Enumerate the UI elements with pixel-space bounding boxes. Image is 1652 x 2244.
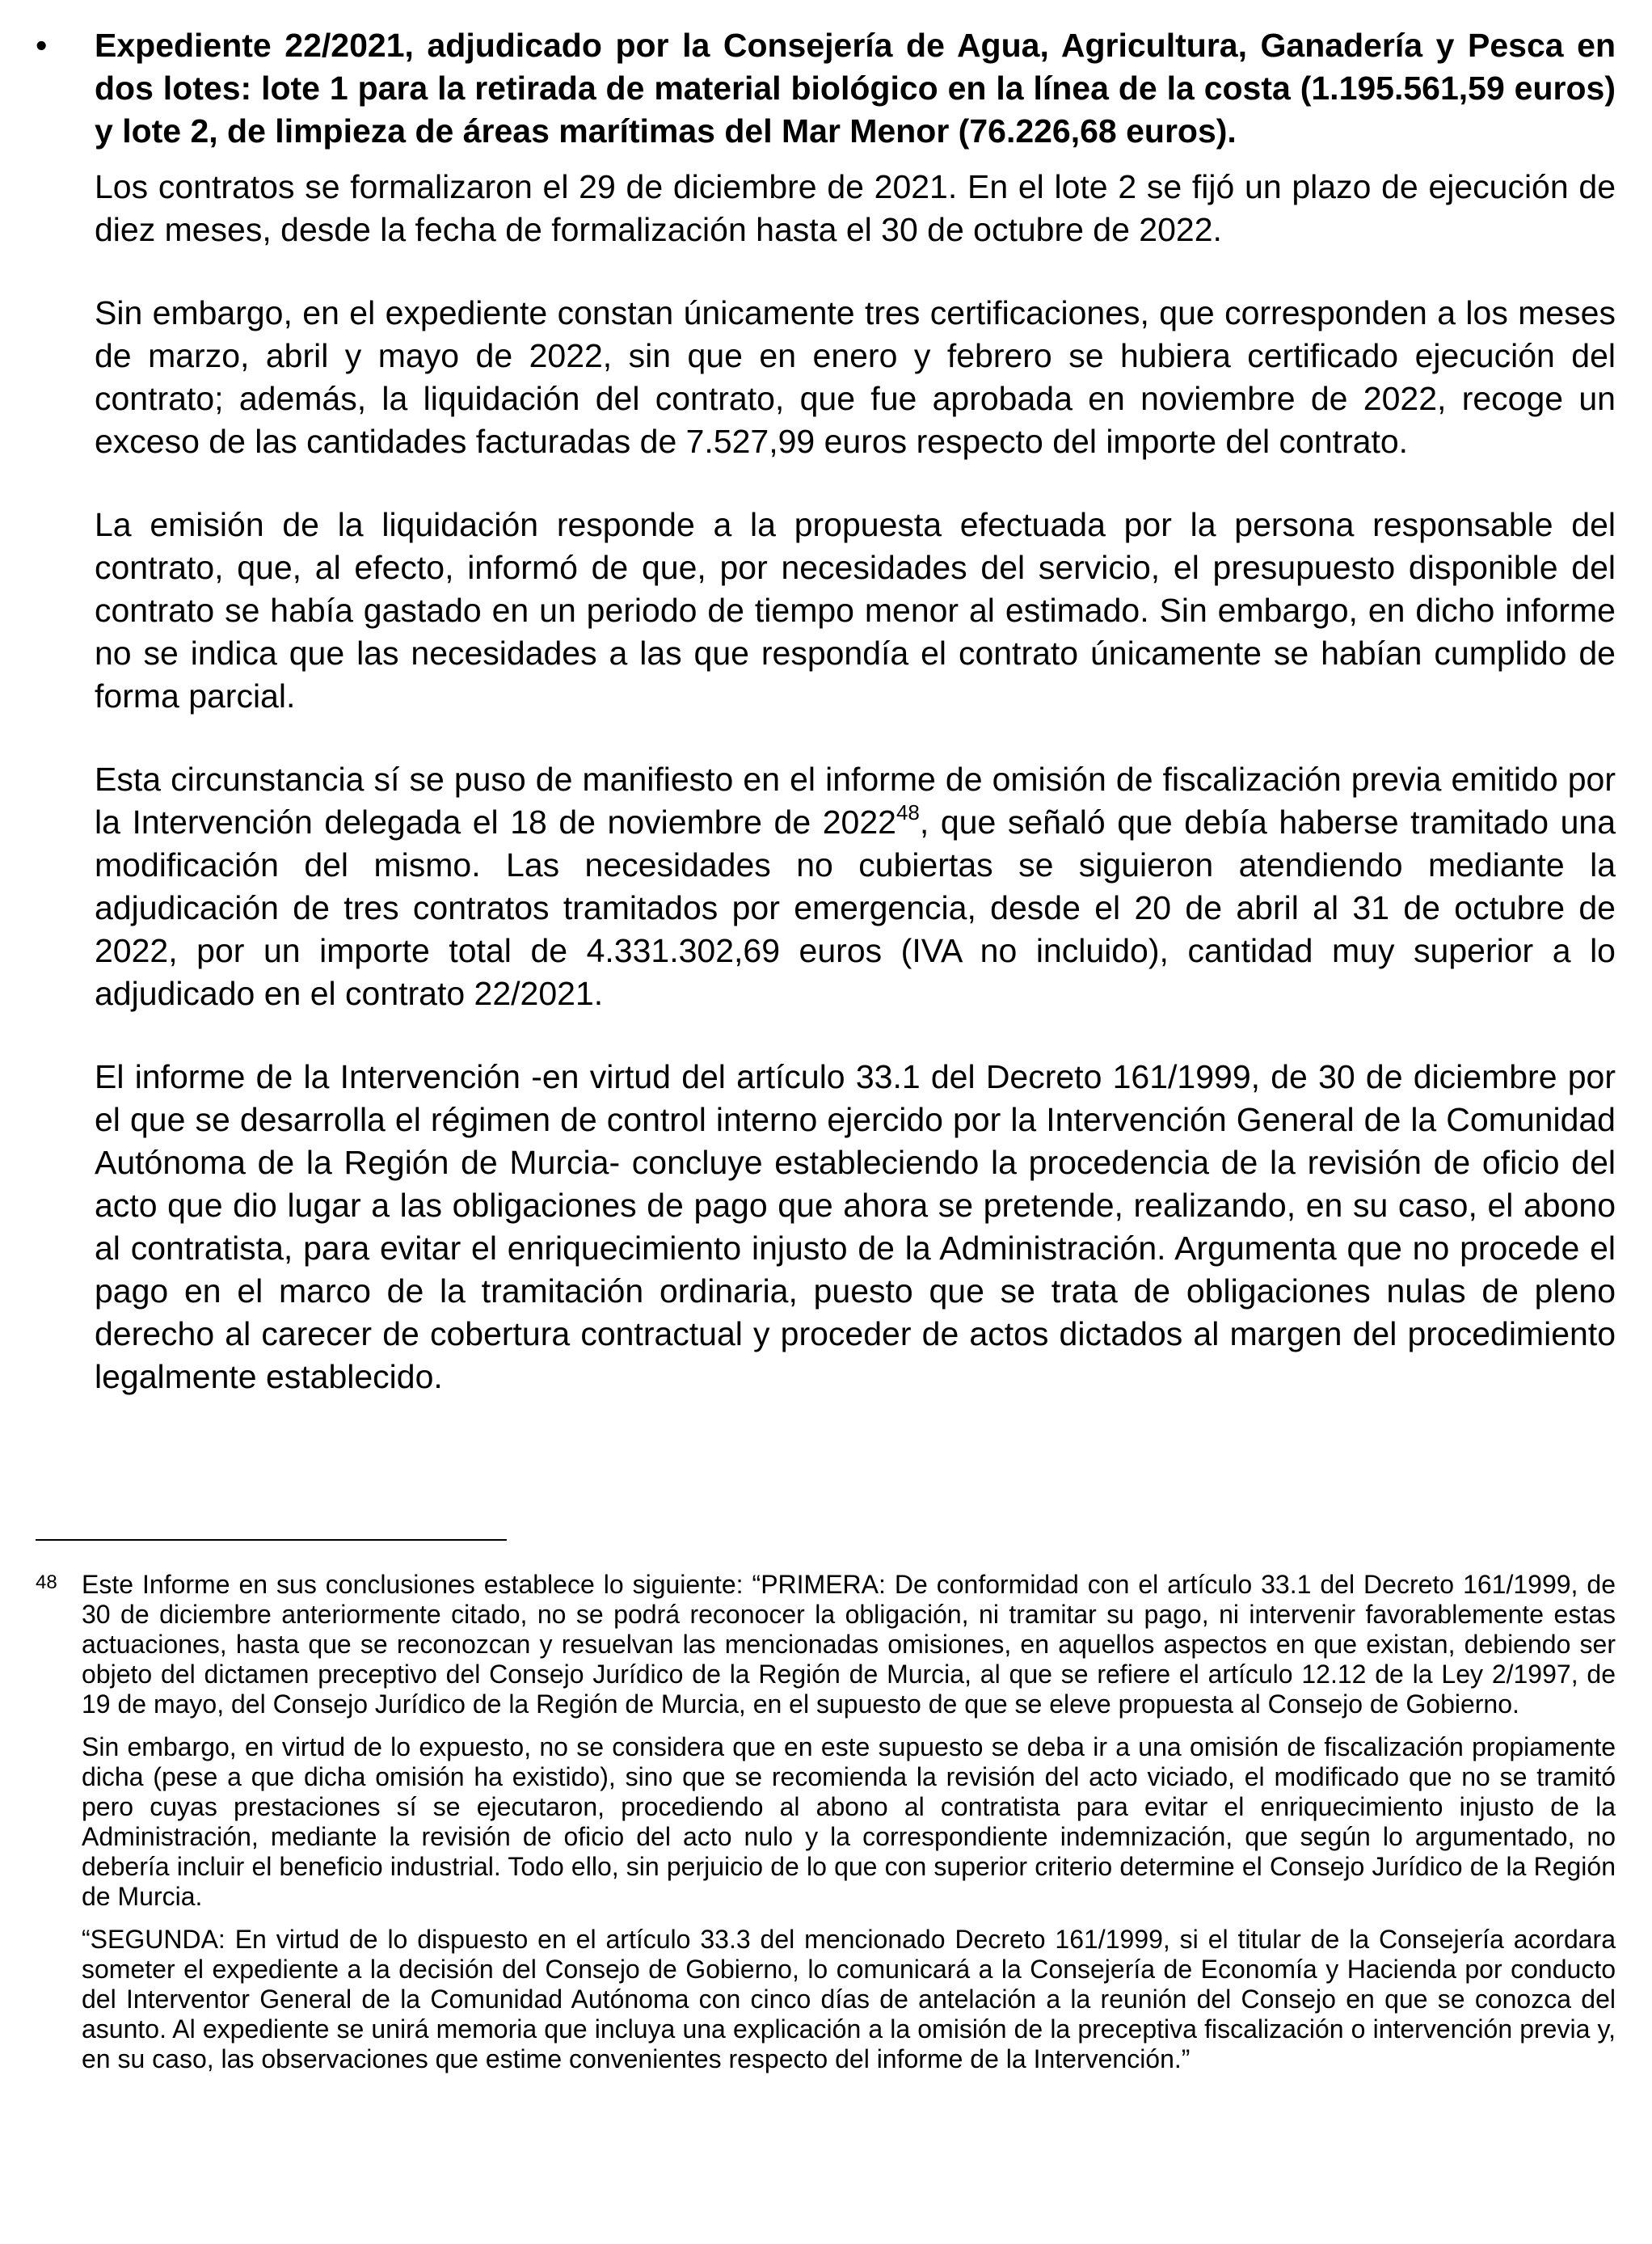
- footnote-paragraph-segunda: “SEGUNDA: En virtud de lo dispuesto en el artículo 33.3 del mencionado Decreto 161/1999, si el titular de la Consejería acordara someter el expediente a la decisión del Consejo de Gobierno, lo comunicará a la Consejería de Economía y Hacienda por conducto del Interventor General de la Comunidad Autónoma con cinco días de antelación a la reunión del Consejo en que se conozca del asunto. Al expediente se unirá memoria que incluya una explicación a la omisión de la preceptiva fiscalización o intervención previa y, en su caso, las observaciones que estime convenientes respecto del informe de la Intervención.”: [82, 1925, 1616, 2073]
- footnote: [82, 1570, 1616, 2074]
- paragraph-certifications: Sin embargo, en el expediente constan únicamente tres certificaciones, que corresponden a los meses de marzo, abril y mayo de 2022, sin que en enero y febrero se hubiera certificado ejecución del contrato; además, la liquidación del contrato, que fue aprobada en noviembre de 2022, recoge un exceso de las cantidades facturadas de 7.527,99 euros respecto del importe del contrato.: [95, 294, 1616, 460]
- paragraph-liquidation: La emisión de la liquidación responde a la propuesta efectuada por la persona responsable del contrato, que, al efecto, informó de que, por necesidades del servicio, el presupuesto disponible del contrato se había gastado en un periodo de tiempo menor al estimado. Sin embargo, en dicho informe no se indica que las necesidades a las que respondía el contrato únicamente se habían cumplido de forma parcial.: [95, 506, 1616, 715]
- paragraph-intervention-report: [95, 758, 1616, 1015]
- bullet-marker: •: [36, 27, 48, 64]
- footnote-separator: [36, 1539, 507, 1541]
- footnote-paragraph-sin-embargo: Sin embargo, en virtud de lo expuesto, no se considera que en este supuesto se deba ir a una omisión de fiscalización propiamente dicha (pese a que dicha omisión ha existido), sino que se recomienda la revisión del acto viciado, el modificado que no se tramitó pero cuyas prestaciones sí se ejecutaron, procediendo al abono al contratista para evitar el enriquecimiento injusto de la Administración, mediante la revisión de oficio del acto nulo y la correspondiente indemnización, que según lo argumentado, no debería incluir el beneficio industrial. Todo ello, sin perjuicio de lo que con superior criterio determine el Consejo Jurídico de la Región de Murcia.: [82, 1732, 1616, 1911]
- paragraph-conclusion: El informe de la Intervención -en virtud del artículo 33.1 del Decreto 161/1999, de 30 de diciembre por el que se desarrolla el régimen de control interno ejercido por la Intervención General de la Comunidad Autónoma de la Región de Murcia- concluye estableciendo la procedencia de la revisión de oficio del acto que dio lugar a las obligaciones de pago que ahora se pretende, realizando, en su caso, el abono al contratista, para evitar el enriquecimiento injusto de la Administración. Argumenta que no procede el pago en el marco de la tramitación ordinaria, puesto que se trata de obligaciones nulas de pleno derecho al carecer de cobertura contractual y proceder de actos dictados al margen del procedimiento legalmente establecido.: [95, 1058, 1616, 1395]
- footnote-reference[interactable]: 48: [896, 800, 920, 825]
- paragraph-formalization: Los contratos se formalizaron el 29 de diciembre de 2021. En el lote 2 se fijó un plazo de ejecución de diez meses, desde la fecha de formalización hasta el 30 de octubre de 2022.: [95, 168, 1616, 248]
- footnote-paragraph-primera: Este Informe en sus conclusiones establece lo siguiente: “PRIMERA: De conformidad con el artículo 33.1 del Decreto 161/1999, de 30 de diciembre anteriormente citado, no se podrá reconocer la obligación, ni tramitar su pago, ni intervenir favorablemente estas actuaciones, hasta que se reconozcan y resuelvan las mencionadas omisiones, en aquellos aspectos en que existan, debiendo ser objeto del dictamen preceptivo del Consejo Jurídico de la Región de Murcia, al que se refiere el artículo 12.12 de la Ley 2/1997, de 19 de mayo, del Consejo Jurídico de la Región de Murcia, en el supuesto de que se eleve propuesta al Consejo de Gobierno.: [82, 1570, 1616, 1719]
- paragraph-text-before-ref: Esta circunstancia sí se puso de manifiesto en el informe de omisión de fiscalización previa emitido por la Intervención delegada el 18 de noviembre de 2022: [95, 761, 1616, 841]
- case-heading: Expediente 22/2021, adjudicado por la Consejería de Agua, Agricultura, Ganadería y Pesca en dos lotes: lote 1 para la retirada de material biológico en la línea de la costa (1.195.561,59 euros) y lote 2, de limpieza de áreas marítimas del Mar Menor (76.226,68 euros).: [95, 27, 1616, 150]
- main-body: [95, 24, 1616, 1398]
- footnote-number: 48: [36, 1571, 57, 1593]
- paragraph-text-after-ref: , que señaló que debía haberse tramitado una modificación del mismo. Las necesidades no cubiertas se siguieron atendiendo mediante la adjudicación de tres contratos tramitados por emergencia, desde el 20 de abril al 31 de octubre de 2022, por un importe total de 4.331.302,69 euros (IVA no incluido), cantidad muy superior a lo adjudicado en el contrato 22/2021.: [95, 804, 1616, 1012]
